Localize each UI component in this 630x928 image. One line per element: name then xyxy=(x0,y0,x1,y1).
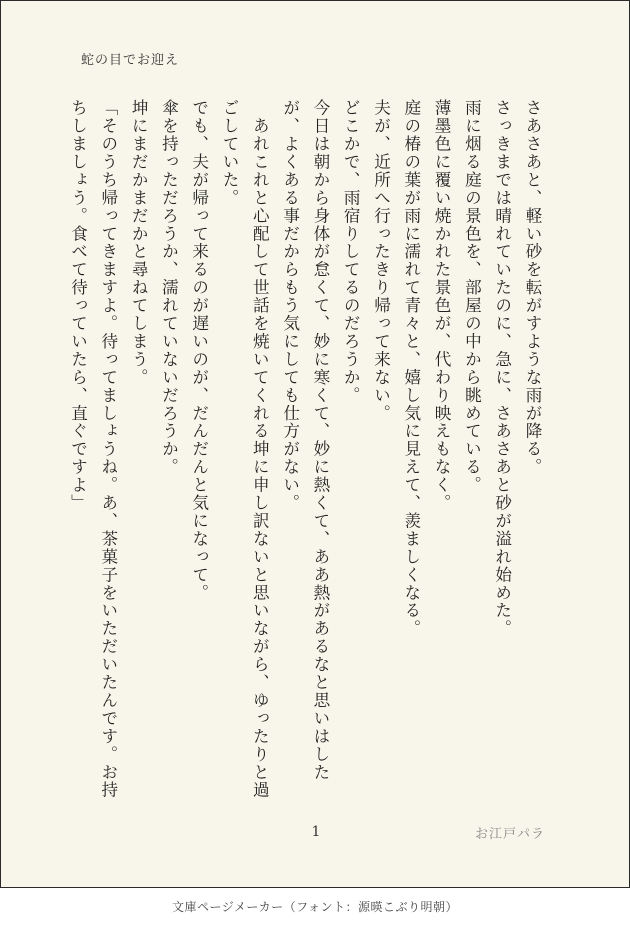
paragraph: さっきまでは晴れていたのに、急に、さあさあと砂が溢れ始めた。 xyxy=(492,99,512,638)
generator-credit: 文庫ページメーカー（フォント：源暎こぶり明朝） xyxy=(171,900,459,914)
paragraph: あれこれと心配して世話を焼いてくれる坤に申し訳ないと思いながら、ゆったりと過ごしていた。 xyxy=(220,99,270,800)
paragraph: 傘を持っただろうか、濡れていないだろうか。 xyxy=(159,99,179,476)
paragraph: さあさあと、軽い砂を転がすような雨が降る。 xyxy=(523,99,542,476)
paragraph: でも、夫が帰って来るのが遅いのが、だんだんと気になって。 xyxy=(189,99,209,602)
page-header-title: 蛇の目でお迎え xyxy=(81,53,180,68)
paragraph: 「そのうち帰ってきますよ。待ってましょうね。あ、茶菓子をいただいたんです。お持ちしましょう。食べて待っていたら、直ぐですよ」 xyxy=(68,99,118,800)
vertical-body-text xyxy=(68,99,547,811)
page-number: 1 xyxy=(311,824,321,840)
paragraph: 今日は朝から身体が怠くて、妙に寒くて、妙に熱くて、ああ熱があるなと思いはしたが、よくある事だからもう気にしても仕方がない。 xyxy=(280,99,330,782)
paragraph: 雨に烟る庭の景色を、部屋の中から眺めている。 xyxy=(462,99,482,494)
author-name: お江戸パラ xyxy=(475,827,546,842)
paragraph: 庭の椿の葉が雨に濡れて青々と、嬉し気に見えて、羨ましくなる。 xyxy=(401,99,421,638)
paragraph: 坤にまだかまだかと尋ねてしまう。 xyxy=(129,99,149,387)
paragraph: どこかで、雨宿りしてるのだろうか。 xyxy=(341,99,361,405)
paragraph: 薄墨色に覆い焼かれた景色が、代わり映えもなく。 xyxy=(432,99,452,512)
paragraph: 夫が、近所へ行ったきり帰って来ない。 xyxy=(371,99,391,423)
